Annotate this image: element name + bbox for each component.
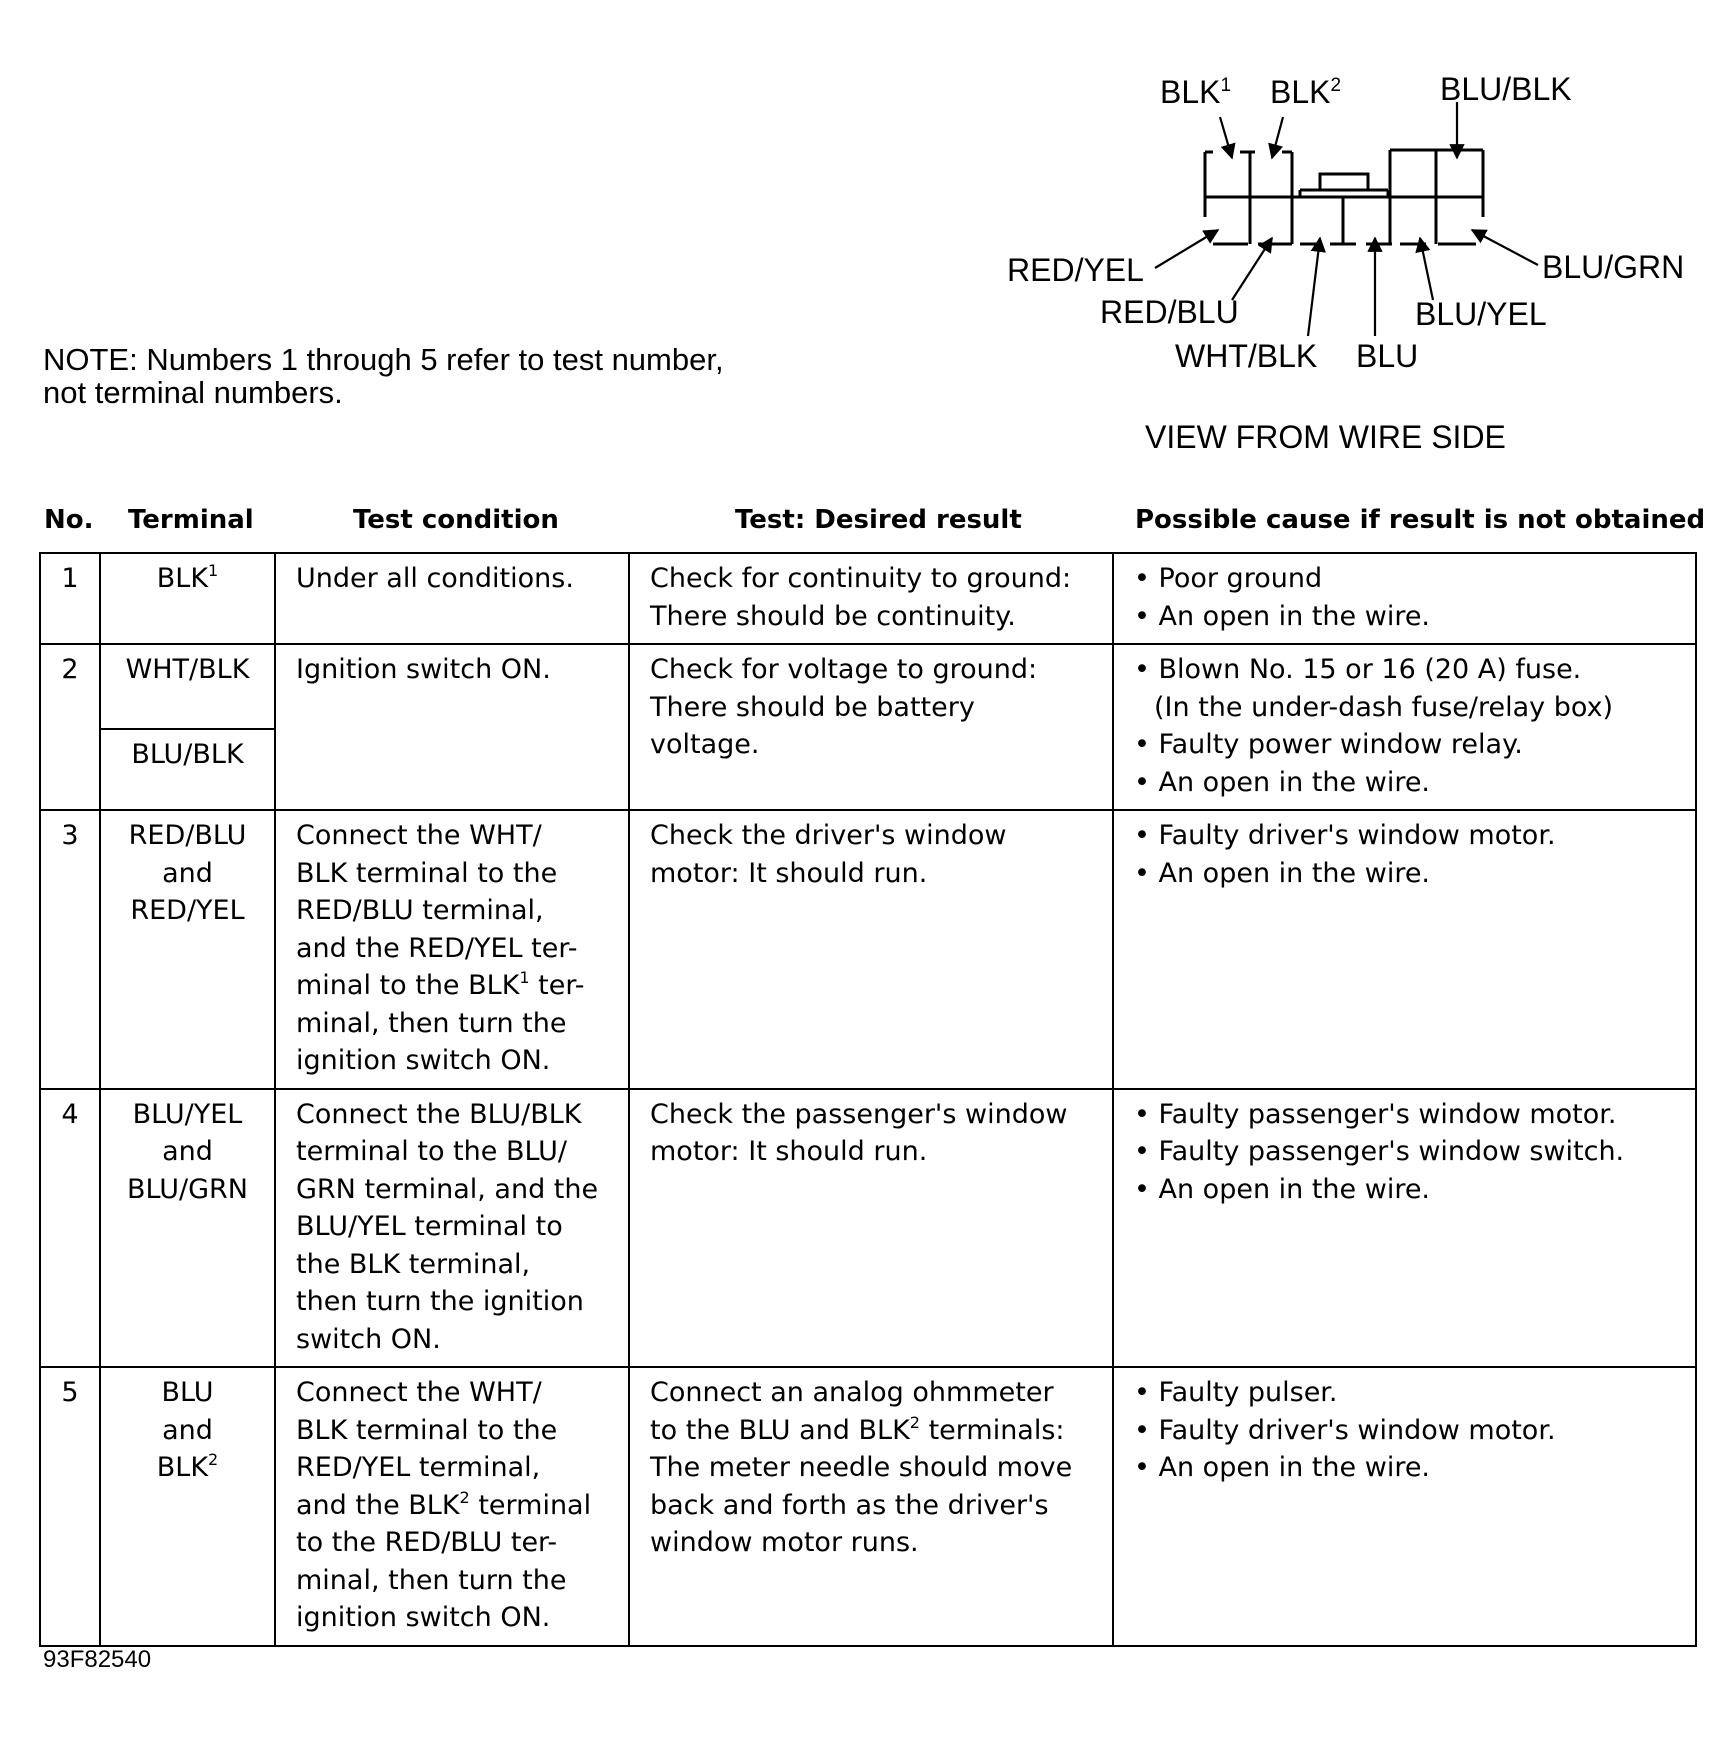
result-cell: Check the driver's window motor: It should run. (629, 810, 1113, 1089)
label-blu: BLU (1356, 338, 1419, 374)
result-cell: Check the passenger's window motor: It should run. (629, 1089, 1113, 1368)
note (43, 343, 724, 409)
cause-cell (1113, 644, 1696, 810)
terminal-cell: WHT/BLK (100, 644, 275, 729)
row-number: 5 (40, 1367, 100, 1646)
cause-item: • An open in the wire. (1134, 1173, 1431, 1205)
result-cell: Check for voltage to ground: There should be battery voltage. (629, 644, 1113, 810)
cause-cell (1113, 1089, 1696, 1368)
condition-cell: Connect the WHT/ BLK terminal to the RED/YEL terminal, and the BLK$^2$ terminal to the RED/BLU ter- minal, then turn the ignition switch ON. (275, 1367, 629, 1646)
row-number: 3 (40, 810, 100, 1089)
label-blu-blk: BLU/BLK (1440, 71, 1572, 107)
note-line-2: not terminal numbers. (43, 375, 343, 410)
cause-item: • Faulty power window relay. (1134, 729, 1523, 760)
label-blk1: BLK$^1$ (1160, 74, 1232, 110)
label-blu-grn: BLU/GRN (1542, 249, 1685, 285)
cause-item: • An open in the wire. (1134, 766, 1431, 798)
header-test-condition: Test condition (353, 505, 559, 535)
header-terminal: Terminal (128, 505, 254, 535)
condition-cell: Under all conditions. (275, 553, 629, 644)
header-desired-result: Test: Desired result (735, 505, 1022, 535)
cause-item: • Faulty pulser. (1134, 1377, 1338, 1408)
connector-outline (1205, 150, 1483, 244)
result-cell: Check for continuity to ground: There should be continuity. (629, 553, 1113, 644)
table-row (40, 553, 1696, 644)
table-row (40, 1089, 1696, 1368)
condition-cell: Connect the WHT/ BLK terminal to the RED/BLU terminal, and the RED/YEL ter- minal to the BLK$^1$ ter- minal, then turn the ignition switch ON. (275, 810, 629, 1089)
cause-item: • Faulty driver's window motor. (1134, 820, 1556, 851)
cause-cell (1113, 553, 1696, 644)
note-line-1: NOTE: Numbers 1 through 5 refer to test number, (43, 342, 724, 377)
table-row (40, 1367, 1696, 1646)
cause-subnote: (In the under-dash fuse/relay box) (1154, 691, 1614, 723)
header-no: No. (44, 505, 94, 535)
label-red-blu: RED/BLU (1100, 294, 1239, 330)
cause-item: • An open in the wire. (1134, 1452, 1431, 1483)
table-row (40, 644, 1696, 729)
cause-item: • Faulty driver's window motor. (1134, 1414, 1556, 1446)
condition-cell: Connect the BLU/BLK terminal to the BLU/ GRN terminal, and the BLU/YEL terminal to the BLK terminal, then turn the ignition switch ON. (275, 1089, 629, 1368)
terminal-cell: BLU/BLK (100, 729, 275, 810)
terminal-cell: BLK$^1$ (100, 553, 275, 644)
result-cell: Connect an analog ohmmeter to the BLU and BLK$^2$ terminals: The meter needle should move back and forth as the driver's window motor runs. (629, 1367, 1113, 1646)
cause-item: • Poor ground (1134, 563, 1323, 594)
table-row (40, 810, 1696, 1089)
cause-item: • An open in the wire. (1134, 600, 1431, 632)
cause-cell (1113, 1367, 1696, 1646)
label-wht-blk: WHT/BLK (1175, 338, 1318, 374)
label-red-yel: RED/YEL (1007, 252, 1144, 288)
terminal-cell: BLU/YEL and BLU/GRN (100, 1089, 275, 1368)
row-number: 2 (40, 644, 100, 810)
label-blu-yel: BLU/YEL (1415, 296, 1547, 332)
row-number: 1 (40, 553, 100, 644)
diagram-caption: VIEW FROM WIRE SIDE (1145, 419, 1506, 455)
terminal-cell: BLU and BLK$^2$ (100, 1367, 275, 1646)
terminal-cell: RED/BLU and RED/YEL (100, 810, 275, 1089)
condition-cell: Ignition switch ON. (275, 644, 629, 810)
header-possible-cause: Possible cause if result is not obtained (1135, 505, 1706, 535)
cause-item: • Faulty passenger's window motor. (1134, 1098, 1617, 1130)
cause-item: • An open in the wire. (1134, 857, 1431, 889)
label-blk2: BLK$^2$ (1270, 74, 1342, 110)
cause-cell (1113, 810, 1696, 1089)
cause-item: • Blown No. 15 or 16 (20 A) fuse. (1134, 654, 1582, 685)
test-table (39, 552, 1697, 1647)
figure-code: 93F82540 (43, 1646, 152, 1673)
row-number: 4 (40, 1089, 100, 1368)
cause-item: • Faulty passenger's window switch. (1134, 1136, 1625, 1167)
